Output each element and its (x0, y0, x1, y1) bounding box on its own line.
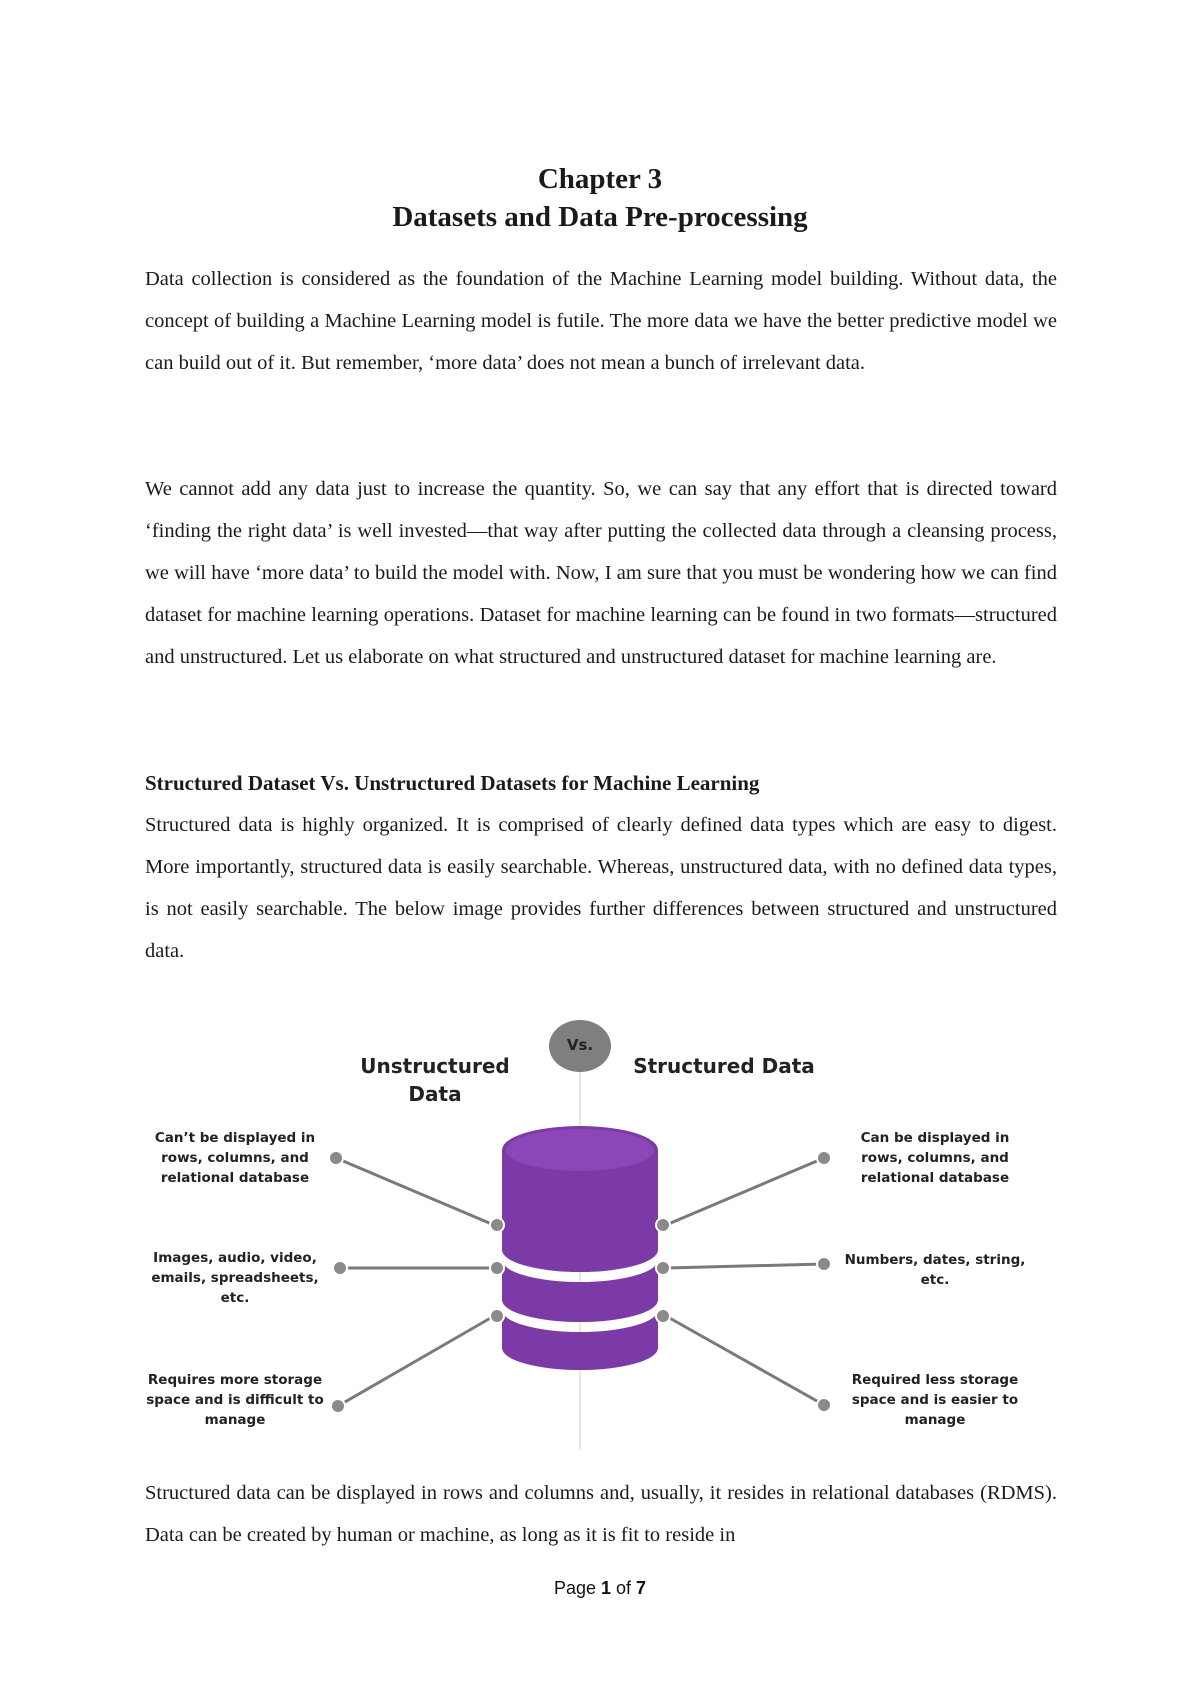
footer-middle: of (611, 1578, 637, 1598)
structured-item-2: Numbers, dates, string, etc. (844, 1252, 1026, 1288)
paragraph-rdms: Structured data can be displayed in rows and columns and, usually, it resides in relational databases (RDMS). Data can be created by human or machine, as long as it is fit to reside in (145, 1482, 1057, 1546)
unstructured-item-2: Images, audio, video, emails, spreadsheets, etc. (151, 1250, 319, 1306)
section-heading: Structured Dataset Vs. Unstructured Datasets for Machine Learning (145, 771, 760, 795)
current-page-number: 1 (601, 1578, 612, 1598)
page-footer (0, 1578, 1200, 1599)
paragraph-intro: Data collection is considered as the foundation of the Machine Learning model building. Without data, the concept of building a Machine Learning model is futile. The more data we have the better predictive model we can build out of it. But remember, ‘more data’ does not mean a bunch of irrelevant data. (145, 268, 1057, 374)
connector-left-3 (338, 1316, 494, 1406)
structured-vs-unstructured-diagram (140, 1010, 1060, 1450)
unstructured-item-1: Can’t be displayed in rows, columns, and relational database (154, 1130, 316, 1186)
unstructured-title: Unstructured Data (360, 1054, 510, 1106)
connector-right-3 (666, 1316, 824, 1405)
chapter-heading: Datasets and Data Pre-processing (392, 201, 808, 233)
total-page-number: 7 (636, 1578, 647, 1598)
structured-item-3: Required less storage space and is easier to manage (851, 1372, 1019, 1428)
unstructured-item-3: Requires more storage space and is difficult to manage (146, 1372, 324, 1428)
connector-right-2 (666, 1264, 824, 1268)
footer-prefix: Page (553, 1578, 601, 1598)
paragraph-right-data: We cannot add any data just to increase the quantity. So, we can say that any effort that is directed toward ‘finding the right data’ is well invested—that way after putting the collected data through a cleansing process, we will have ‘more data’ to build the model with. Now, I am sure that you must be wondering how we can find dataset for machine learning operations. Dataset for machine learning can be found in two formats—structured and unstructured. Let us elaborate on what structured and unstructured dataset for machine learning are. (145, 478, 1057, 668)
structured-title: Structured Data (633, 1054, 815, 1078)
chapter-number: Chapter 3 (537, 163, 663, 195)
paragraph-structured: Structured data is highly organized. It is comprised of clearly defined data types which are easy to digest. More importantly, structured data is easily searchable. Whereas, unstructured data, with no defined data types, is not easily searchable. The below image provides further differences between structured and unstructured data. (145, 814, 1057, 962)
vs-label: Vs. (566, 1036, 594, 1054)
database-icon (502, 1126, 658, 1370)
chapter-title (0, 160, 1200, 236)
connector-left-1 (336, 1158, 494, 1225)
connector-right-1 (666, 1158, 824, 1225)
structured-item-1: Can be displayed in rows, columns, and relational database (860, 1130, 1010, 1186)
